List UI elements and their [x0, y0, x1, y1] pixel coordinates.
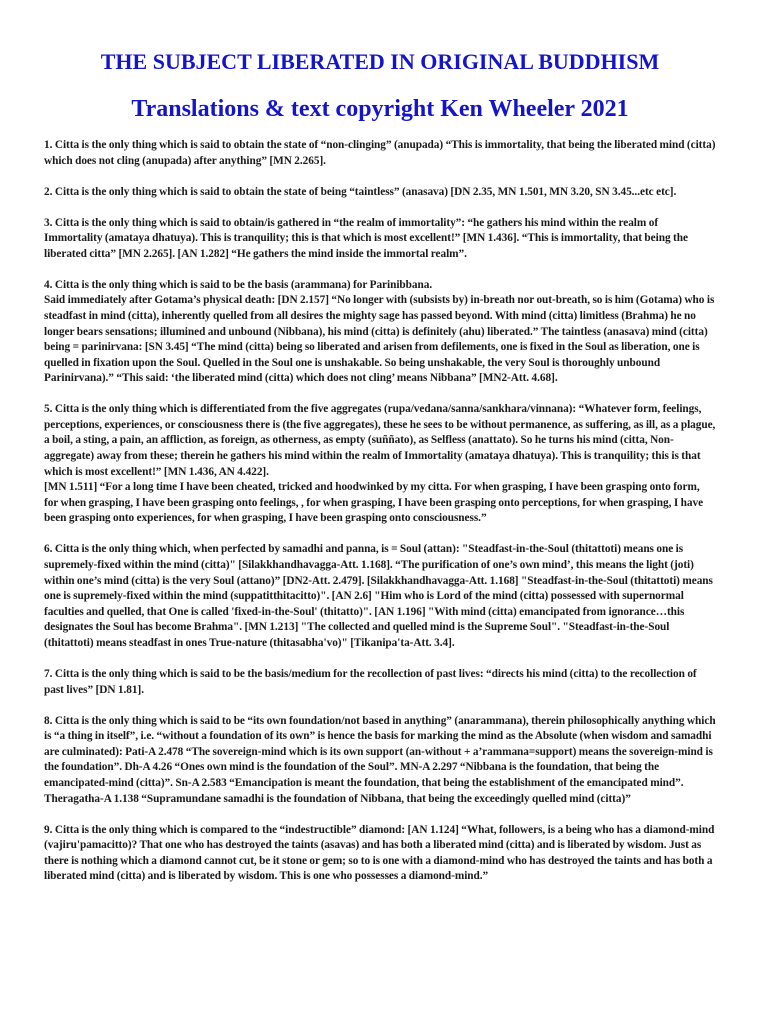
numbered-paragraph	[44, 138, 716, 169]
paragraph-text: 9. Citta is the only thing which is compared to the “indestructible” diamond: [AN 1.124] “What, followers, is a being who has a diamond-mind (vajiru'pamacitto)? That one who has destroyed the taints (asavas) and has both a liberated mind (citta) and is liberated by wisdom. Just as there is nothing which a diamond cannot cut, be it stone or gem; so to is one with a diamond-mind who has destroyed the taints and has both a liberated mind (citta) and is liberated by wisdom. This is one who possesses a diamond-mind.”	[44, 823, 715, 883]
numbered-paragraph	[44, 714, 716, 808]
paragraph-text: [MN 1.511] “For a long time I have been cheated, tricked and hoodwinked by my citta. For when grasping, I have been grasping onto form, for when grasping, I have been grasping onto feelings, , for when grasping, I have been grasping onto perceptions, for when grasping, I have been grasping onto experiences, for when grasping, I have been grasping onto consciousness.”	[44, 481, 704, 525]
numbered-paragraph	[44, 402, 716, 527]
numbered-paragraph	[44, 278, 716, 387]
numbered-paragraph	[44, 185, 716, 201]
paragraph-text: 4. Citta is the only thing which is said to be the basis (arammana) for Parinibbana.	[44, 278, 433, 291]
document-subtitle: Translations & text copyright Ken Wheeler 2021	[131, 96, 629, 122]
document-title: THE SUBJECT LIBERATED IN ORIGINAL BUDDHISM	[100, 49, 660, 74]
paragraph-text: 2. Citta is the only thing which is said to obtain the state of being “taintless” (anasava) [DN 2.35, MN 1.501, MN 3.20, SN 3.45...etc etc].	[44, 185, 677, 198]
paragraph-text: 6. Citta is the only thing which, when perfected by samadhi and panna, is = Soul (attan): "Steadfast-in-the-Soul (thitattoti) means one is supremely-fixed within the mind (citta)" [Silakkhandhavagga-Att. 1.168]. “The purification of one’s own mind’, this means the light (joti) within one’s mind (citta) is the very Soul (attano)” [DN2-Att. 2.479]. [Silakkhandhavagga-Att. 1.168] "Steadfast-in-the-Soul (thitattoti) means one is supremely-fixed within the mind (suppatitthitacitto)". [AN 2.6] "Him who is Lord of the mind (citta) possessed with supernormal faculties and quelled, that One is called 'fixed-in-the-Soul' (thitatto)". [AN 1.196] "With mind (citta) emancipated from ignorance…this designates the Soul has become Brahma". [MN 1.213] "The collected and quelled mind is the Supreme Soul". "Steadfast-in-the-Soul (thitattoti) means steadfast in ones True-nature (thitasabha'vo)" [Tikanipa'ta-Att. 3.4].	[44, 543, 713, 649]
numbered-paragraph	[44, 216, 716, 263]
numbered-paragraph	[44, 823, 716, 885]
paragraph-text: 7. Citta is the only thing which is said to be the basis/medium for the recollection of past lives: “directs his mind (citta) to the recollection of past lives” [DN 1.81].	[44, 667, 697, 696]
numbered-paragraph	[44, 542, 716, 651]
paragraph-text: 5. Citta is the only thing which is differentiated from the five aggregates (rupa/vedana/sanna/sankhara/vinnana): “Whatever form, feelings, perceptions, experiences, or consciousness there is (the five aggregates), these he sees to be without permanence, as suffering, as ill, as a plague, a boil, a sting, a pain, an affliction, as foreign, as otherness, as empty (suññato), as Selfless (anattato). So he turns his mind (citta, Non-aggregate) away from these; therein he gathers his mind within the realm of Immortality (amataya dhatuya). This is tranquility; this is that which is most excellent!” [MN 1.436, AN 4.422].	[44, 403, 716, 478]
paragraph-text: 3. Citta is the only thing which is said to obtain/is gathered in “the realm of immortality”: “he gathers his mind within the realm of Immortality (amataya dhatuya). This is tranquility; this is that which is most excellent!” [MN 1.436]. “This is immortality, that being the liberated citta” [MN 2.265]. [AN 1.282] “He gathers the mind inside the immortal realm”.	[44, 216, 688, 260]
paragraph-text: 1. Citta is the only thing which is said to obtain the state of “non-clinging” (anupada) “This is immortality, that being the liberated mind (citta) which does not cling (anupada) after anything” [MN 2.265].	[44, 139, 716, 167]
paragraph-text: Said immediately after Gotama’s physical death: [DN 2.157] “No longer with (subsists by) in-breath nor out-breath, so is him (Gotama) who is steadfast in mind (citta), inherently quelled from all desires the mighty sage has passed beyond. With mind (citta) limitless (Brahma) he no longer bears sensations; illumined and unbound (Nibbana), his mind (citta) is definitely (ahu) liberated.” The taintless (anasava) mind (citta) being = parinirvana: [SN 3.45] “The mind (citta) being so liberated and arisen from defilements, one is fixed in the Soul as liberation, one is quelled in fixation upon the Soul. Quelled in the Soul one is unshakable. So being unshakable, the very Soul is thoroughly unbound Parinirvana).” “This said: ‘the liberated mind (citta) which does not cling’ means Nibbana” [MN2-Att. 4.68].	[44, 294, 715, 385]
numbered-paragraph	[44, 667, 716, 698]
paragraph-text: 8. Citta is the only thing which is said to be “its own foundation/not based in anything” (anarammana), therein philosophically anything which is “a thing in itself”, i.e. “without a foundation of its own” is hence the basis for marking the mind as the Absolute (when wisdom and samadhi are culminated): Pati-A 2.478 “The sovereign-mind which is its own support (an-without + a’rammana=support) means the sovereign-mind is the foundation”. Dh-A 4.26 “Ones own mind is the foundation of the Soul”. MN-A 2.297 “Nibbana is the foundation, that being the emancipated-mind (citta)”. Sn-A 2.583 “Emancipation is meant the foundation, that being the establishment of the emancipated mind”. Theragatha-A 1.138 “Supramundane samadhi is the foundation of Nibbana, that being the exceedingly quelled mind (citta)”	[44, 714, 716, 805]
document-body	[44, 138, 716, 885]
